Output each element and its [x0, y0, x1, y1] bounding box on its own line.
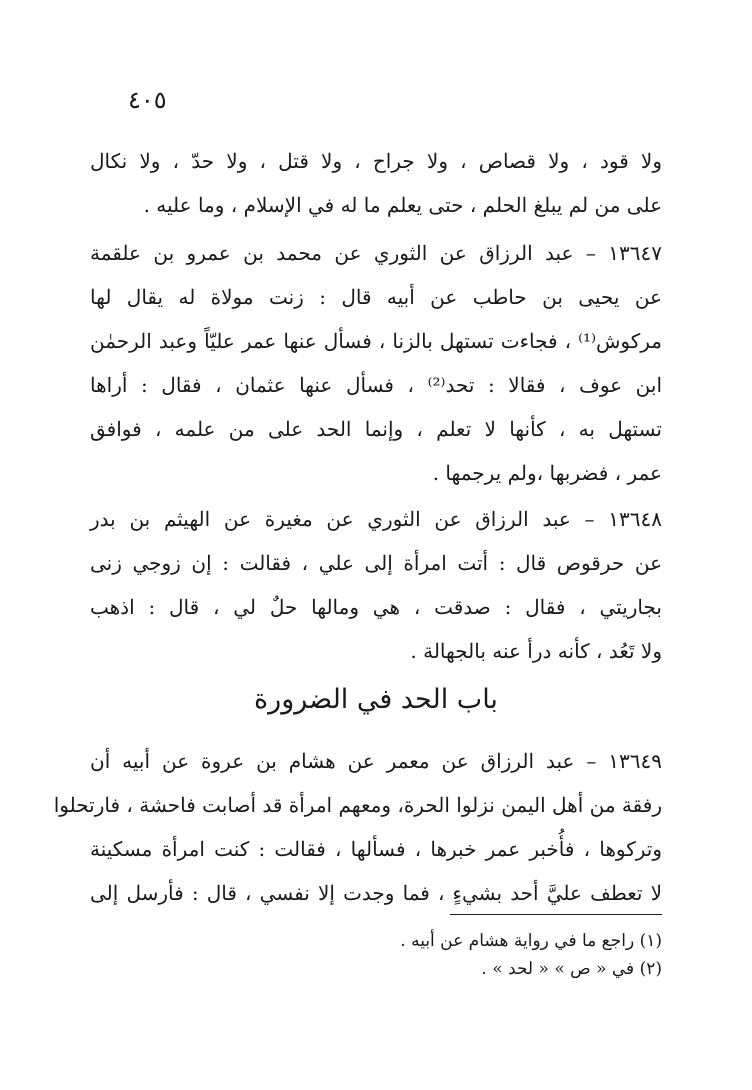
footnote-1: (١) راجع ما في رواية هشام عن أبيه . [400, 931, 662, 951]
paragraph-line: وتركوها ، فأُخبر عمر خبرها ، فسألها ، فقالت : كنت امرأة مسكينة [90, 837, 662, 861]
paragraph-line: عمر ، فضربها ،ولم يرجمها . [432, 461, 662, 485]
paragraph-line: عن حرقوص قال : أتت امرأة إلى علي ، فقالت : إن زوجي زنى [90, 551, 662, 575]
section-heading: باب الحد في الضرورة [254, 684, 498, 715]
footnote-2: (٢) في « ص » « لحد » . [481, 959, 662, 979]
paragraph-line: على من لم يبلغ الحلم ، حتى يعلم ما له في الإسلام ، وما عليه . [143, 193, 662, 217]
paragraph-line: ١٣٦٤٧ – عبد الرزاق عن الثوري عن محمد بن عمرو بن علقمة [90, 241, 662, 265]
footnote-divider [450, 914, 662, 915]
paragraph-line: مركوش⁽¹⁾ ، فجاءت تستهل بالزنا ، فسأل عنها عمر عليّاً وعبد الرحمٰن [90, 329, 662, 353]
paragraph-line: ولا تَعُد ، كأنه درأ عنه بالجهالة . [410, 639, 662, 663]
paragraph-line: تستهل به ، كأنها لا تعلم ، وإنما الحد على من علمه ، فوافق [90, 417, 662, 441]
paragraph-line: ابن عوف ، فقالا : تحد⁽²⁾ ، فسأل عنها عثمان ، فقال : أراها [90, 373, 663, 397]
paragraph-line: ١٣٦٤٨ – عبد الرزاق عن الثوري عن مغيرة عن الهيثم بن بدر [90, 507, 662, 531]
page-number: ٤٠٥ [128, 86, 167, 114]
paragraph-line: رفقة من أهل اليمن نزلوا الحرة، ومعهم امرأة قد أصابت فاحشة ، فارتحلوا [53, 793, 662, 817]
paragraph-line: بجاريتي ، فقال : صدقت ، هي ومالها حلٌ لي ، قال : اذهب [90, 595, 662, 619]
paragraph-line: لا تعطف عليَّ أحد بشيءٍ ، فما وجدت إلا نفسي ، قال : فأرسل إلى [90, 881, 662, 905]
paragraph-line: ولا قود ، ولا قصاص ، ولا جراح ، ولا قتل ، ولا حدّ ، ولا نكال [90, 149, 662, 173]
paragraph-line: عن يحيى بن حاطب عن أبيه قال : زنت مولاة له يقال لها [90, 285, 662, 309]
paragraph-line: ١٣٦٤٩ – عبد الرزاق عن معمر عن هشام بن عروة عن أبيه أن [90, 749, 662, 773]
